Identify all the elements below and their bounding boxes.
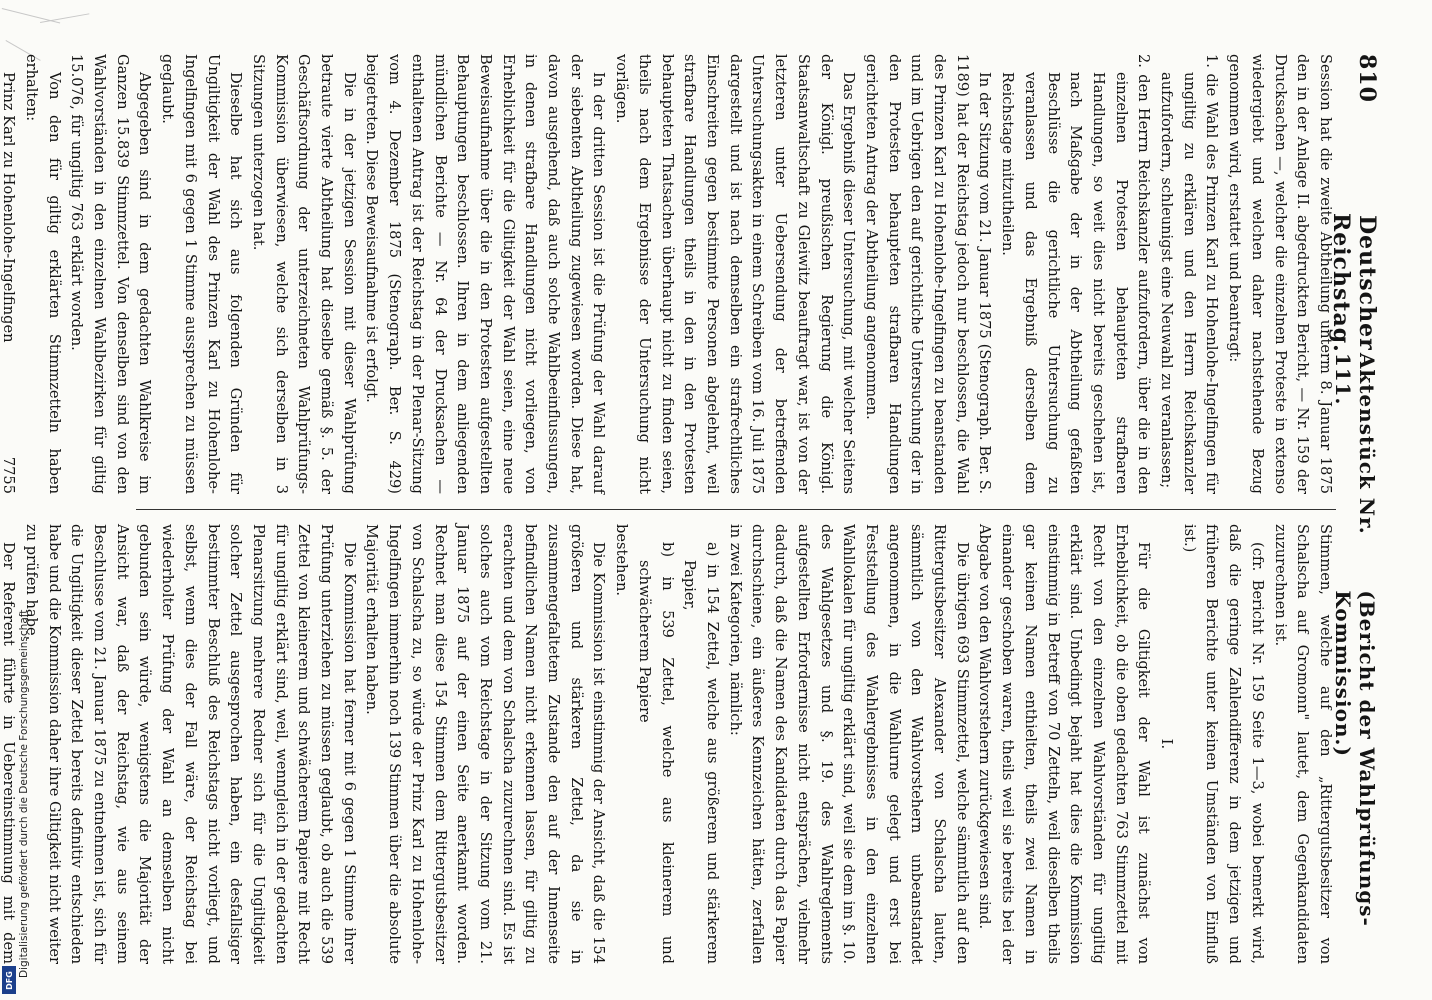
digitization-credit: Digitalisierung gefördert durch die Deutsche Forschungsgemeinschaft [18, 609, 30, 978]
paragraph: Die übrigen 693 Stimmzettel, welche sämmtlich auf den Rittergutsbesitzer Alexander von Schalscha lauten, sämmtlich von den Wahlvorstehern unbeanstandet angenommen, in die Wahlurne gelegt und erst bei Feststellung des Wahlergebnisses in den einzelnen Wahllokalen für ungiltig erklärt sind, weil sie dem im §. 10. des Wahlgesetzes und §. 19. des Wahlreglements aufgestellten Erfordernisse nicht entsprächen, vielmehr dadurch, daß die Namen des Kandidaten durch das Papier durchschiene, ein äußeres Kennzeichen hätten, zerfallen in zwei Kategorien, nämlich: [726, 524, 971, 964]
document-number: Aktenstück Nr. 111. [1331, 352, 1379, 535]
paragraph: Der Referent führte in Uebereinstimmung mit dem [0, 542, 18, 964]
paragraph: Die Kommission ist einstimmig der Ansicht, daß die 154 größeren und stärkeren Zettel, da sie in zusammengefaltetem Zustande den auf der Innenseite befindlichen Namen nicht erkennen lassen, für giltig zu erachten und dem von Schalscha zuzurechnen sind. Es ist solches auch vom Reichstage in der Sitzung vom 21. Januar 1875 auf der einen Seite anerkannt worden. Rechnet man diese 154 Stimmen dem Rittergutsbesitzer von Schalscha zu, so würde der Prinz Karl zu Hohenlohe-Ingelfingen immerhin noch 139 Stimmen über die absolute Majorität erhalten haben. [363, 524, 608, 964]
paragraph: Dieselbe hat sich aus folgenden Gründen für Ungiltigkeit der Wahl des Prinzen Karl zu Hohenlohe-Ingelfingen mit 6 gegen 1 Stimme aussprechen zu müssen geglaubt. [159, 54, 245, 494]
motion-item: 1. die Wahl des Prinzen Karl zu Hohenlohe-Ingelfingen für ungiltig zu erklären und den Herrn Reichskanzler aufzufordern, schleunigst eine Neuwahl zu veranlassen; [1158, 54, 1221, 494]
scan-mark [40, 13, 89, 23]
category-item: a) in 154 Zettel, welche aus größerem und stärkerem Papier, [681, 542, 722, 964]
paragraph: In der dritten Session ist die Prüfung der Wahl darauf der siebenten Abtheilung zugewiesen worden. Diese hat, davon ausgehend, daß auch solche Wahlbeeinflussungen, in denen strafbare Handlungen nicht vorliegen, von Erheblichkeit für die Giltigkeit der Wahl seien, eine neue Beweisaufnahme über die in den Protesten aufgestellten Behauptungen beschlossen. Ihren in dem anliegenden mündlichen Berichte — Nr. 64 der Drucksachen — enthaltenen Antrag ist der Reichstag in der Plenar-Sitzung vom 4. Dezember 1875 (Stenograph. Ber. S. 429) beigetreten. Diese Beweisaufnahme ist erfolgt. [363, 54, 608, 494]
paragraph: Von den für giltig erklärten Stimmzetteln haben erhalten: [22, 54, 63, 494]
page-header [1328, 54, 1380, 1000]
paragraph: Die Kommission hat ferner mit 6 gegen 1 Stimme ihrer Prüfung unterziehen zu müssen geglaubt, ob auch die 539 Zettel von kleinerem und schwächerem Papiere mit Recht für ungiltig erklärt sind, weil, wenngleich in der gedachten Plenarsitzung mehrere Redner sich für die Ungiltigkeit solcher Zettel ausgesprochen haben, ein desfallsiger bestimmter Beschluß des Reichstags nicht vorliegt, und selbst, wenn dies der Fall wäre, der Reichstag bei wiederholter Prüfung der Wahl an demselben nicht gebunden sein würde, wenigstens die Majorität der Ansicht war, daß der Reichstag, wie aus seinem Beschlusse vom 21. Januar 1875 zu entnehmen ist, sich für die Ungiltigkeit dieser Zettel bereits definitiv entschieden habe und die Kommission daher ihre Giltigkeit nicht weiter zu prüfen habe. [22, 524, 358, 964]
section-heading: I. [1158, 738, 1176, 750]
scan-mark [2, 8, 60, 23]
dfg-logo: DFG [2, 966, 16, 994]
publication-title: Deutscher Reichstag. [1328, 212, 1380, 353]
motion-item: 2. den Herrn Reichskanzler aufzufordern, über die in den einzelnen Protesten behaupteten strafbaren Handlungen, so weit dies nicht bereits geschehen ist, nach Maßgabe der in der Abtheilung gefaßten Beschlüsse die gerichtliche Untersuchung zu veranlassen und das Ergebniß derselben dem Reichstage mitzutheilen. [999, 54, 1153, 494]
candidate-name: Prinz Karl zu Hohenlohe-Ingelfingen [0, 72, 18, 343]
paragraph: Stimmen, welche auf den „Rittergutsbesitzer von Schalscha auf Gromonn" lautet, dem Gegenkandidaten zuzurechnen ist. [1271, 524, 1334, 964]
paragraph: bestehen. [613, 524, 631, 597]
paragraph: In der Sitzung vom 21. Januar 1875 (Stenograph. Ber. S. 1189) hat der Reichstag jedoch nur beschlossen, die Wahl des Prinzen Karl zu Hohenlohe-Ingelfingen zu beanstanden und im Uebrigen den auf gerichtliche Untersuchung der in den Protesten behaupteten strafbaren Handlungen gerichteten Antrag der Abtheilung angenommen. [862, 54, 994, 494]
vote-count: 7755 [0, 456, 18, 494]
paragraph: (cfr. Bericht Nr. 159 Seite 1—3, wobei bemerkt wird, daß die geringe Zahlendifferenz in dem jetzigen und früheren Berichte unter keinen Umständen von Einfluß ist.) [1180, 524, 1266, 964]
paragraph: Die in der jetzigen Session mit dieser Wahlprüfung betraute vierte Abtheilung hat dieselbe gemäß §. 5. der Geschäftsordnung der unterzeichneten Wahlprüfungs-Kommission überwiesen, welche sich derselben in 3 Sitzungen unterzogen hat. [249, 54, 358, 494]
paragraph: Session hat die zweite Abtheilung unterm 8. Januar 1875 den in der Anlage II. abgedruckten Bericht, — Nr. 159 der Drucksachen —, welcher die einzelnen Proteste in extenso wiedergiebt und welchen daher nachstehende Bezug genommen wird, erstattet und beantragt: [1226, 54, 1334, 494]
paragraph: Für die Giltigkeit der Wahl ist zunächst von Erheblichkeit, ob die oben gedachten 763 Stimmzettel mit Recht von den einzelnen Wahlvorständen für ungiltig erklärt sind. Unbedingt bejaht hat dies die Kommission einstimmig in Betreff von 70 Zetteln, weil dieselben theils gar keinen Namen enthielten, theils zwei Namen in einander geschoben waren, theils weil sie bereits bei der Abgabe von den Wahlvorstehern zurückgewiesen sind. [976, 524, 1153, 964]
left-column [0, 54, 1336, 494]
page-number: 810 [1354, 54, 1380, 103]
vote-tally-row [0, 54, 19, 494]
paragraph: Das Ergebniß dieser Untersuchung, mit welcher Seitens der Königl. preußischen Regierung die Königl. Staatsanwaltschaft zu Gleiwitz beauftragt war, ist von der letzteren unter Uebersendung der betreffenden Untersuchungsakten in einem Schreiben vom 16. Juli 1875 dargestellt und ist nach demselben ein strafrechtliches Einschreiten gegen bestimmte Personen abgelehnt, weil strafbare Handlungen theils in den in den Protesten behaupteten Thatsachen überhaupt nicht zu finden seien, theils nach dem Ergebnisse der Untersuchung nicht vorlägen. [613, 54, 858, 494]
report-subtitle: (Bericht der Wahlprüfungs-Kommission.) [1331, 590, 1379, 927]
column-divider [136, 509, 1336, 510]
category-item: b) in 539 Zettel, welche aus kleinerem und schwächerem Papiere [635, 542, 676, 964]
paragraph: Abgegeben sind in dem gedachten Wahlkreise im Ganzen 15.839 Stimmzettel. Von denselben sind von den Wahlvorständen in den einzelnen Wahlbezirken für giltig 15.076, für ungiltig 763 erklärt worden. [68, 54, 154, 494]
